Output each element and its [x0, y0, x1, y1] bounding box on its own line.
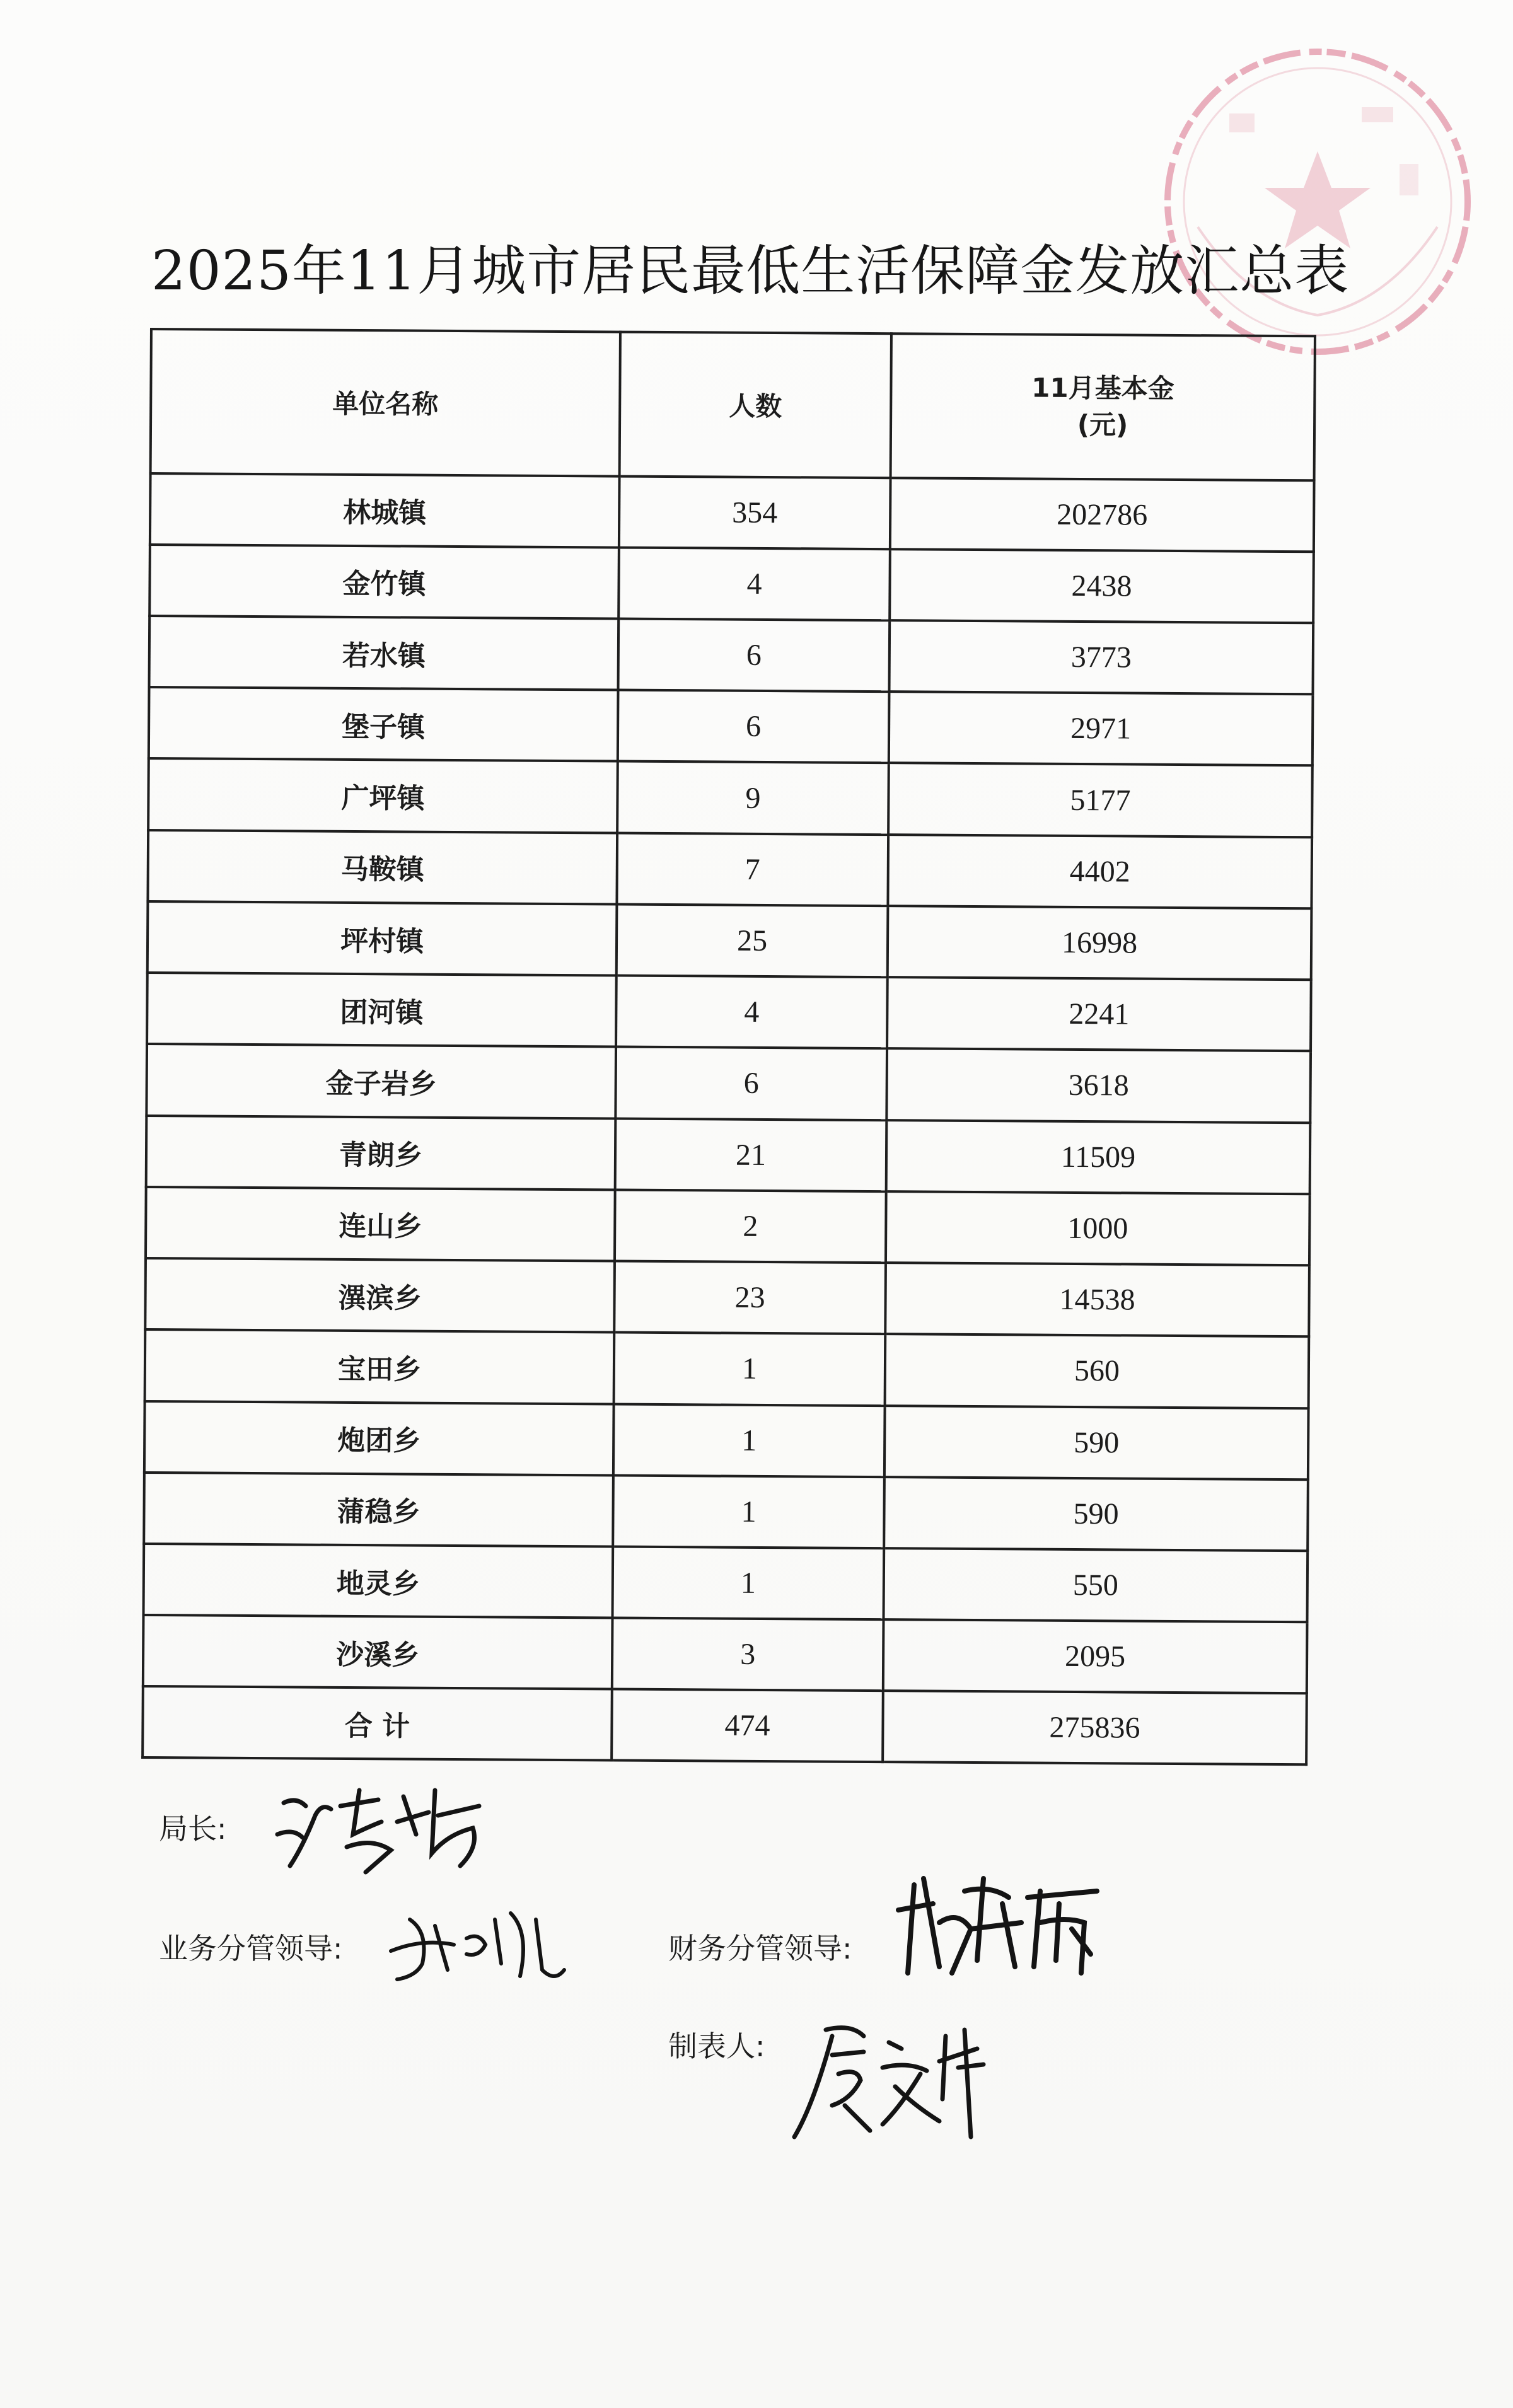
- cell-unit: 广坪镇: [148, 758, 618, 833]
- table-row: [149, 687, 1313, 766]
- header-count: 人数: [620, 332, 891, 478]
- official-seal: [1154, 38, 1481, 366]
- cell-unit: 林城镇: [150, 473, 620, 548]
- cell-amount: 16998: [888, 906, 1312, 980]
- cell-amount: 2241: [887, 977, 1311, 1051]
- total-amount: 275836: [883, 1691, 1307, 1765]
- cell-amount: 590: [884, 1477, 1308, 1551]
- cell-count: 1: [613, 1547, 884, 1620]
- table-row: [143, 1615, 1307, 1694]
- table-row: [148, 830, 1312, 909]
- header-amount-line2: (元): [1077, 409, 1128, 441]
- cell-amount: 4402: [888, 835, 1312, 908]
- cell-unit: 团河镇: [147, 973, 617, 1047]
- cell-unit: 炮团乡: [144, 1401, 614, 1476]
- cell-unit: 青朗乡: [146, 1116, 616, 1190]
- director-signature: [271, 1778, 498, 1878]
- cell-count: 9: [617, 761, 889, 835]
- cell-count: 7: [617, 833, 888, 906]
- cell-amount: 560: [885, 1334, 1309, 1408]
- cell-count: 1: [613, 1475, 884, 1548]
- table-row: [148, 901, 1312, 980]
- table-row: [150, 473, 1314, 552]
- business-leader-signature: [385, 1894, 574, 1989]
- table-row: [147, 973, 1311, 1051]
- cell-unit: 若水镇: [149, 616, 619, 690]
- cell-count: 6: [618, 619, 890, 692]
- business-leader-label: 业务分管领导:: [159, 1931, 343, 1965]
- table-header-row: [151, 329, 1315, 480]
- director-label: 局长:: [159, 1812, 227, 1846]
- finance-leader-label: 财务分管领导:: [668, 1931, 852, 1965]
- header-unit-name: 单位名称: [151, 329, 620, 476]
- cell-count: 1: [614, 1333, 886, 1406]
- table-row: [149, 545, 1314, 623]
- cell-unit: 蒲稳乡: [144, 1473, 613, 1547]
- table-row: [148, 758, 1313, 837]
- cell-unit: 马鞍镇: [148, 830, 617, 905]
- total-label: 合 计: [142, 1686, 612, 1760]
- cell-count: 23: [614, 1261, 886, 1334]
- cell-amount: 1000: [886, 1191, 1310, 1265]
- cell-unit: 地灵乡: [144, 1544, 613, 1618]
- summary-table: [141, 328, 1316, 1766]
- cell-amount: 5177: [888, 763, 1313, 837]
- table-row: [144, 1544, 1308, 1623]
- cell-unit: 金竹镇: [149, 545, 619, 619]
- cell-count: 4: [618, 547, 890, 620]
- cell-amount: 2438: [890, 549, 1314, 623]
- cell-amount: 14538: [885, 1263, 1309, 1336]
- cell-amount: 11509: [886, 1120, 1311, 1194]
- summary-table-wrapper: [141, 328, 1314, 1766]
- cell-count: 4: [616, 976, 888, 1049]
- cell-amount: 550: [884, 1548, 1308, 1622]
- total-count: 474: [612, 1689, 883, 1762]
- cell-unit: 宝田乡: [145, 1329, 615, 1404]
- cell-unit: 坪村镇: [148, 901, 617, 976]
- cell-amount: 202786: [890, 478, 1314, 552]
- table-row: [144, 1401, 1309, 1480]
- cell-count: 21: [615, 1118, 887, 1191]
- cell-count: 6: [615, 1047, 887, 1120]
- table-row: [149, 616, 1314, 695]
- cell-amount: 2095: [883, 1619, 1307, 1693]
- table-total-row: [142, 1686, 1307, 1764]
- cell-amount: 590: [884, 1406, 1309, 1479]
- cell-count: 25: [617, 904, 888, 977]
- cell-count: 6: [618, 690, 890, 763]
- header-amount: [891, 333, 1315, 480]
- preparer-signature: [788, 2011, 1002, 2150]
- table-row: [146, 1187, 1310, 1266]
- table-row: [146, 1044, 1311, 1123]
- cell-unit: 沙溪乡: [143, 1615, 613, 1689]
- cell-count: 3: [612, 1618, 884, 1691]
- table-row: [145, 1329, 1309, 1408]
- page-title: 2025年11月城市居民最低生活保障金发放汇总表: [151, 240, 1350, 303]
- cell-unit: 潩滨乡: [145, 1258, 615, 1333]
- finance-leader-signature: [895, 1866, 1110, 1986]
- cell-count: 1: [613, 1404, 885, 1477]
- cell-count: 2: [615, 1190, 886, 1263]
- cell-unit: 金子岩乡: [146, 1044, 616, 1118]
- preparer-label: 制表人:: [668, 2029, 765, 2063]
- table-row: [146, 1116, 1311, 1195]
- cell-amount: 3773: [889, 620, 1313, 694]
- cell-unit: 堡子镇: [149, 687, 618, 761]
- cell-unit: 连山乡: [146, 1187, 615, 1261]
- header-amount-line1: 11月基本金: [1031, 372, 1174, 405]
- table-row: [145, 1258, 1309, 1337]
- cell-count: 354: [619, 476, 891, 549]
- cell-amount: 2971: [889, 692, 1313, 765]
- table-row: [144, 1473, 1308, 1551]
- cell-amount: 3618: [886, 1049, 1311, 1123]
